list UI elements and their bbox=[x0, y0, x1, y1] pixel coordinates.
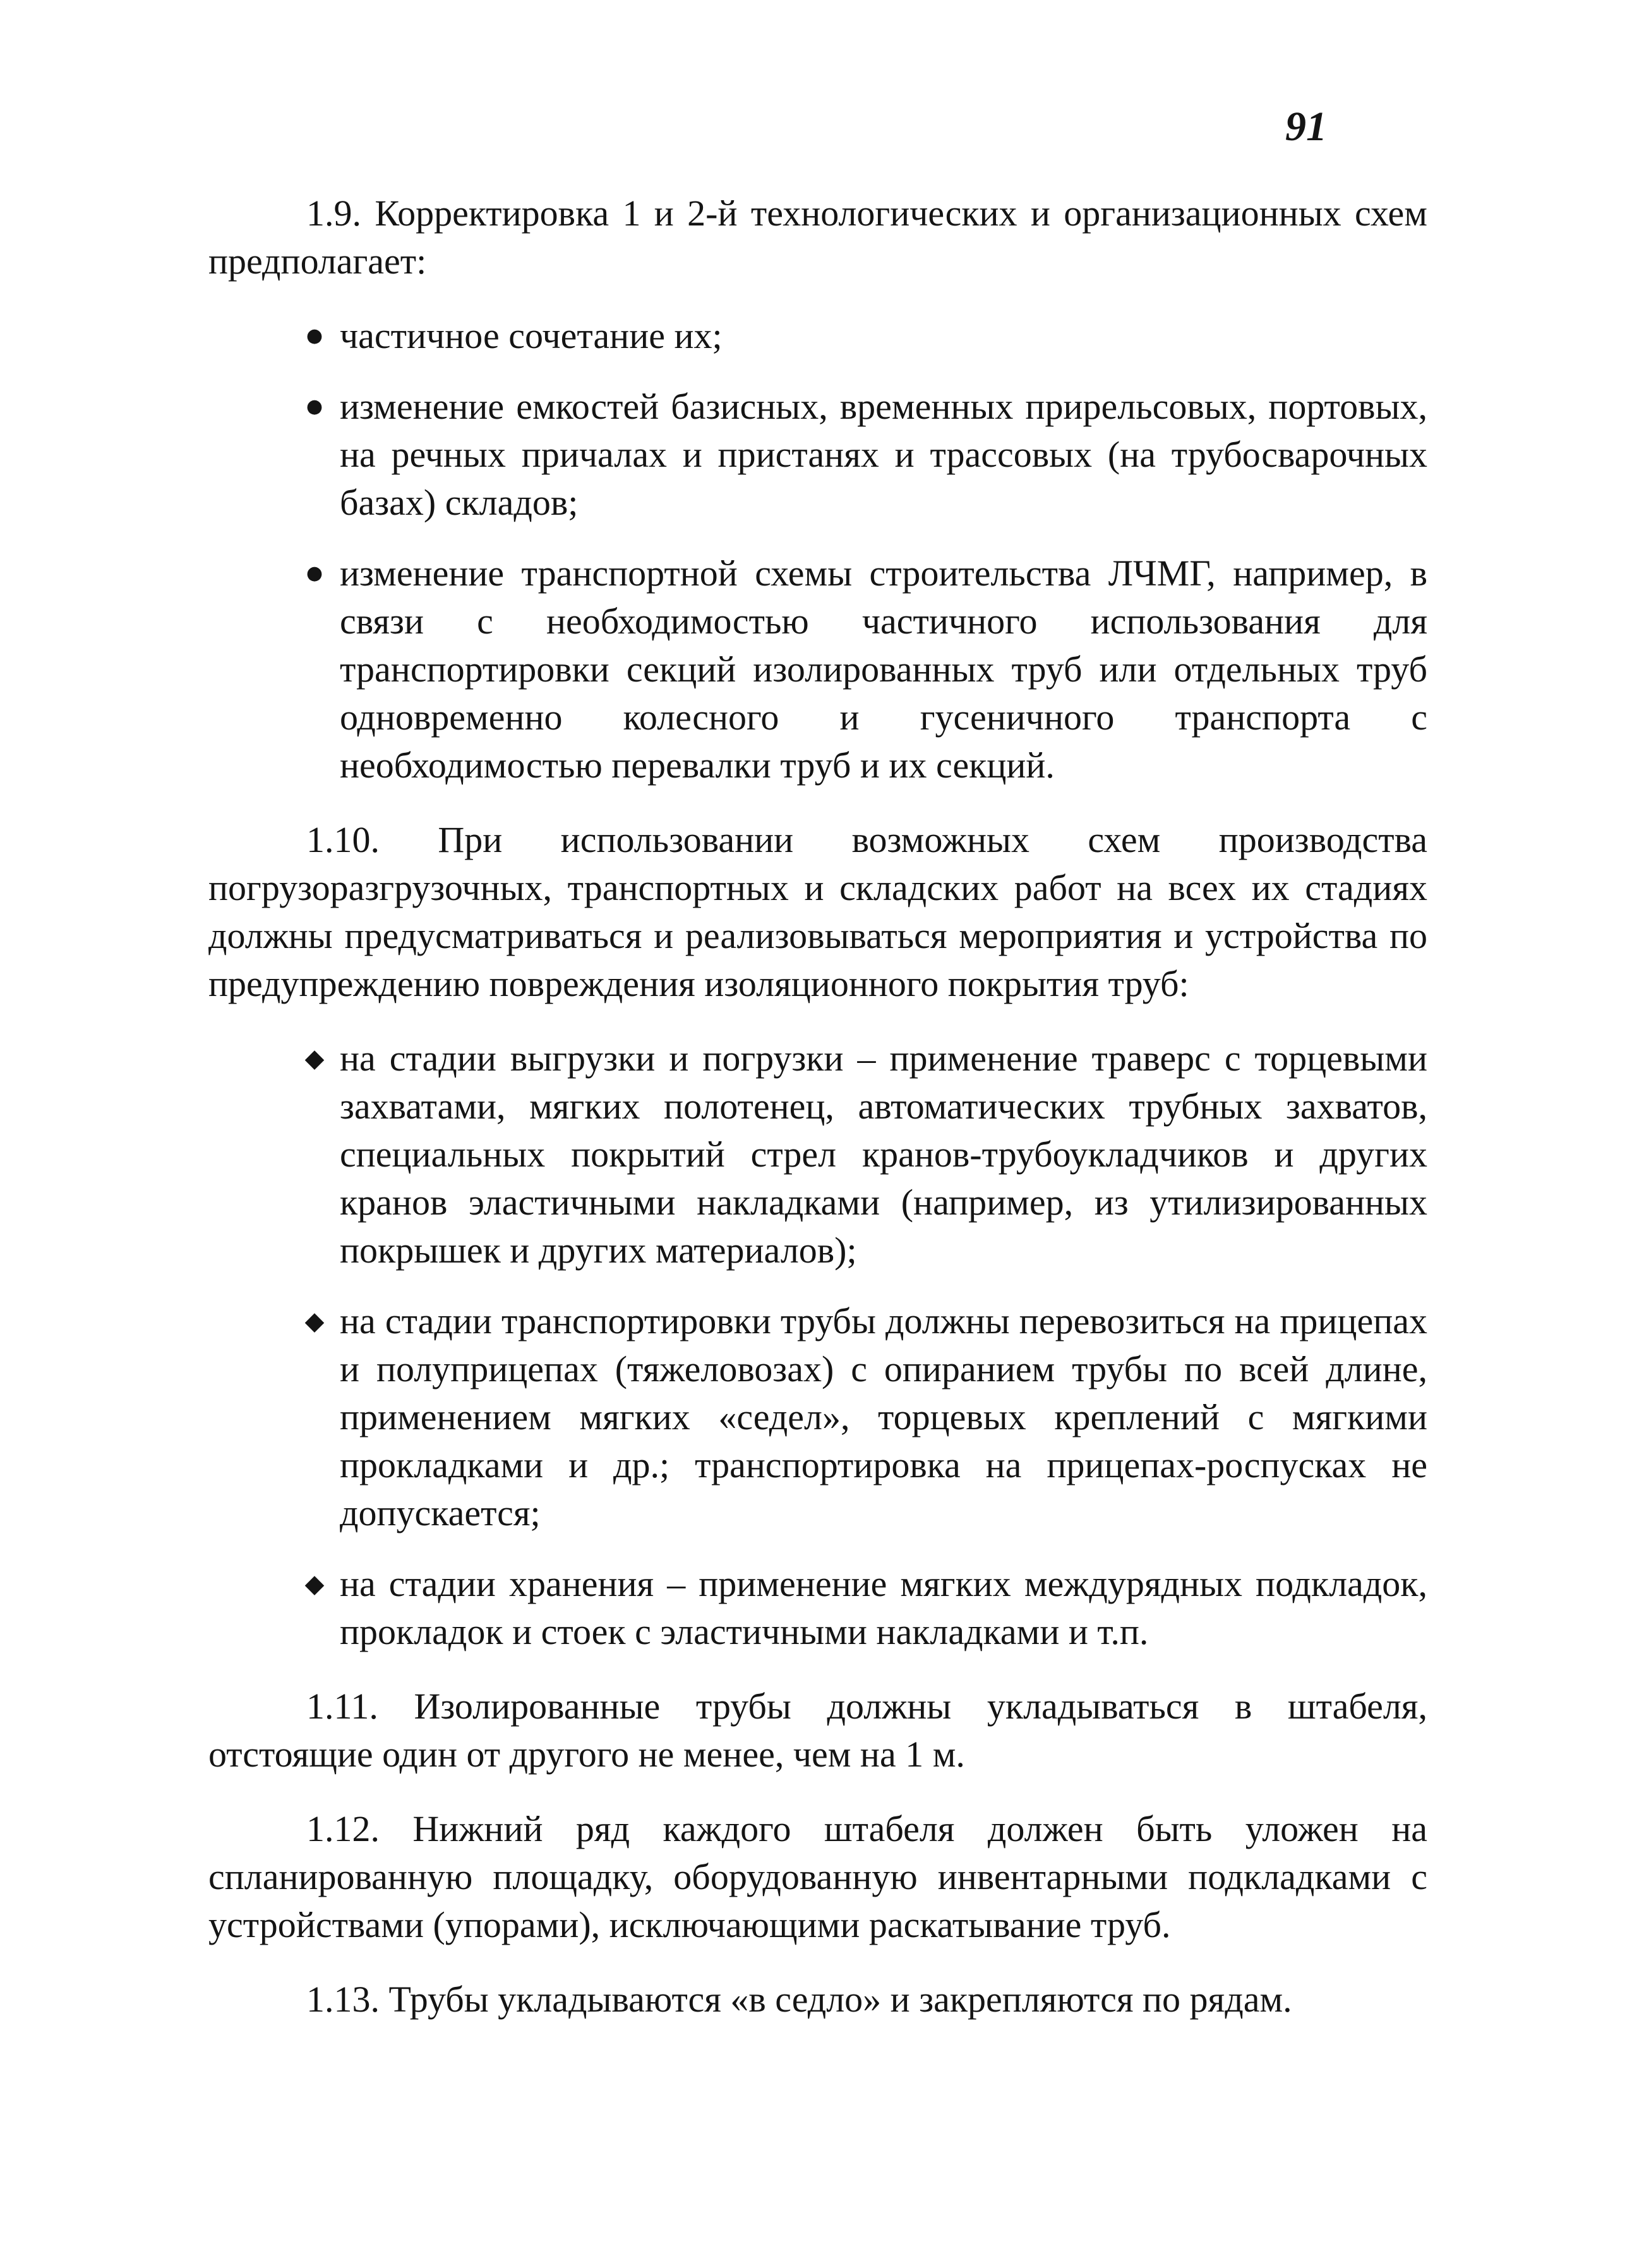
bullet-dot-icon: ● bbox=[306, 325, 323, 347]
list-item bbox=[304, 1297, 1427, 1537]
bullet-diamond-icon: ◆ bbox=[304, 1569, 325, 1599]
list-item-text: частичное сочетание их; bbox=[340, 315, 723, 356]
paragraph-1-11: 1.11. Изолированные трубы должны укладываться в штабеля, отстоящие один от другого не менее, чем на 1 м. bbox=[208, 1686, 1427, 1775]
coating-protection-list bbox=[208, 1035, 1427, 1656]
list-item bbox=[306, 383, 1427, 527]
page-body bbox=[208, 189, 1427, 2050]
paragraph-1-12: 1.12. Нижний ряд каждого штабеля должен быть уложен на спланированную площадку, оборудованную инвентарными подкладками с устройствами (упорами), исключающими раскатывание труб. bbox=[208, 1808, 1427, 1945]
list-item-text: изменение емкостей базисных, временных прирельсовых, портовых, на речных причалах и пристанях и трассовых (на трубосварочных базах) складов; bbox=[340, 386, 1427, 523]
list-item bbox=[304, 1035, 1427, 1275]
paragraph-1-9: 1.9. Корректировка 1 и 2-й технологических и организационных схем предполагает: bbox=[208, 193, 1427, 282]
bullet-dot-icon: ● bbox=[306, 562, 323, 584]
page-number: 91 bbox=[1285, 104, 1327, 150]
list-item bbox=[306, 549, 1427, 789]
bullet-diamond-icon: ◆ bbox=[304, 1307, 325, 1336]
list-item-text: изменение транспортной схемы строительства ЛЧМГ, например, в связи с необходимостью частичного использования для транспортировки секций изолированных труб или отдельных труб одновременно колесного и гусеничного транспорта с необходимостью перевалки труб и их секций. bbox=[340, 553, 1427, 786]
bullet-dot-icon: ● bbox=[306, 395, 323, 417]
list-item-text: на стадии транспортировки трубы должны перевозиться на прицепах и полуприцепах (тяжеловозах) с опиранием трубы по всей длине, применением мягких «седел», торцевых креплений с мягкими прокладками и др.; транспортировка на прицепах-роспусках не допускается; bbox=[340, 1300, 1427, 1533]
bullet-diamond-icon: ◆ bbox=[304, 1044, 325, 1073]
list-item-text: на стадии хранения – применение мягких междурядных подкладок, прокладок и стоек с эластичными накладками и т.п. bbox=[340, 1563, 1427, 1652]
correction-measures-list bbox=[208, 312, 1427, 789]
list-item bbox=[306, 312, 1427, 360]
list-item bbox=[304, 1560, 1427, 1656]
list-item-text: на стадии выгрузки и погрузки – применение траверс с торцевыми захватами, мягких полотенец, автоматических трубных захватов, специальных покрытий стрел кранов-трубоукладчиков и других кранов эластичными накладками (например, из утилизированных покрышек и других материалов); bbox=[340, 1038, 1427, 1271]
paragraph-1-10: 1.10. При использовании возможных схем производства погрузоразгрузочных, транспортных и складских работ на всех их стадиях должны предусматриваться и реализовываться мероприятия и устройства по предупреждению повреждения изоляционного покрытия труб: bbox=[208, 819, 1427, 1004]
paragraph-1-13: 1.13. Трубы укладываются «в седло» и закрепляются по рядам. bbox=[306, 1979, 1292, 2020]
